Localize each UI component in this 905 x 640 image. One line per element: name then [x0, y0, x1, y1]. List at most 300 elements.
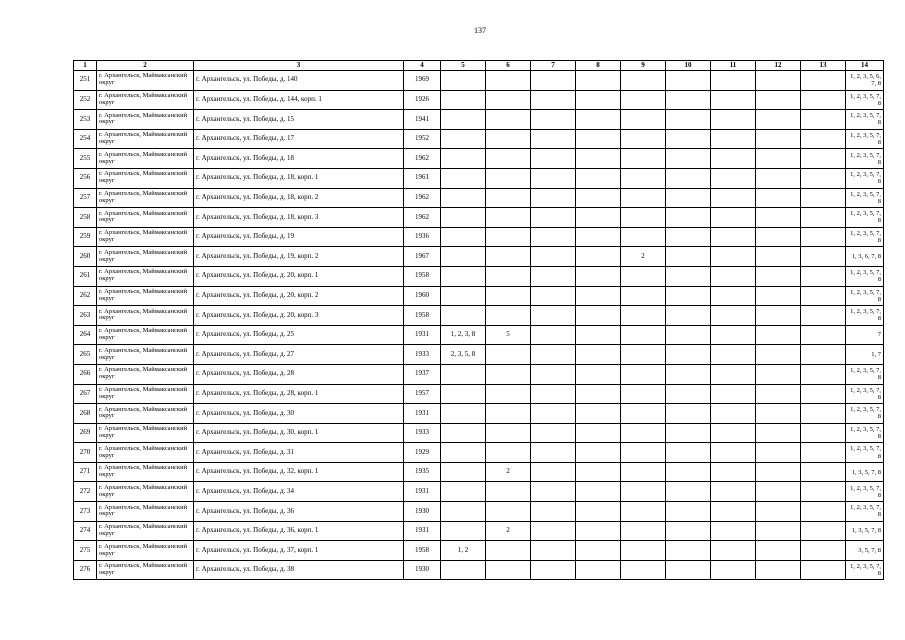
col-12-cell [756, 404, 801, 424]
col-9-cell [621, 149, 666, 169]
col-13-cell [801, 247, 846, 267]
col-8-cell [576, 168, 621, 188]
district-cell: г. Архангельск, Маймаксанский округ [97, 227, 194, 247]
col-11-cell [711, 168, 756, 188]
column-header-9: 9 [621, 61, 666, 71]
col-6-cell [486, 129, 531, 149]
row-number-cell: 275 [74, 541, 97, 561]
col-7-cell [531, 560, 576, 580]
col-8-cell [576, 364, 621, 384]
col-12-cell [756, 560, 801, 580]
row-number-cell: 266 [74, 364, 97, 384]
col-13-cell [801, 404, 846, 424]
address-cell: г. Архангельск, ул. Победы, д. 32, корп. 1 [194, 462, 404, 482]
col-10-cell [666, 560, 711, 580]
col-12-cell [756, 208, 801, 228]
col-12-cell [756, 345, 801, 365]
table-header [74, 61, 884, 71]
col-11-cell [711, 502, 756, 522]
col-8-cell [576, 443, 621, 463]
table-row [74, 149, 884, 169]
col-13-cell [801, 521, 846, 541]
col-10-cell [666, 404, 711, 424]
col-14-cell: 1, 2, 3, 5, 7, 8 [846, 404, 884, 424]
col-10-cell [666, 423, 711, 443]
col-6-cell [486, 247, 531, 267]
district-cell: г. Архангельск, Маймаксанский округ [97, 325, 194, 345]
col-11-cell [711, 345, 756, 365]
col-7-cell [531, 286, 576, 306]
row-number-cell: 259 [74, 227, 97, 247]
col-9-cell [621, 364, 666, 384]
col-14-cell: 1, 2, 3, 5, 7, 8 [846, 110, 884, 130]
district-cell: г. Архангельск, Маймаксанский округ [97, 306, 194, 326]
column-header-14: 14 [846, 61, 884, 71]
col-10-cell [666, 90, 711, 110]
col-10-cell [666, 521, 711, 541]
col-10-cell [666, 188, 711, 208]
col-5-cell [441, 443, 486, 463]
col-14-cell: 1, 2, 3, 5, 7, 8 [846, 227, 884, 247]
col-7-cell [531, 90, 576, 110]
col-12-cell [756, 482, 801, 502]
col-7-cell [531, 521, 576, 541]
col-12-cell [756, 384, 801, 404]
col-14-cell: 1, 2, 3, 5, 7, 8 [846, 384, 884, 404]
col-10-cell [666, 266, 711, 286]
col-13-cell [801, 286, 846, 306]
col-8-cell [576, 404, 621, 424]
col-6-cell [486, 423, 531, 443]
col-13-cell [801, 306, 846, 326]
table-row [74, 482, 884, 502]
col-14-cell: 1, 2, 3, 5, 7, 8 [846, 306, 884, 326]
col-12-cell [756, 443, 801, 463]
col-14-cell: 1, 3, 6, 7, 8 [846, 247, 884, 267]
year-cell: 1958 [404, 266, 441, 286]
col-8-cell [576, 502, 621, 522]
row-number-cell: 265 [74, 345, 97, 365]
col-8-cell [576, 521, 621, 541]
address-cell: г. Архангельск, ул. Победы, д. 15 [194, 110, 404, 130]
col-7-cell [531, 502, 576, 522]
page-number: 137 [474, 26, 486, 35]
address-cell: г. Архангельск, ул. Победы, д. 20, корп. 2 [194, 286, 404, 306]
col-8-cell [576, 266, 621, 286]
col-5-cell: 1, 2, 3, 8 [441, 325, 486, 345]
col-14-cell: 1, 2, 3, 5, 7, 8 [846, 266, 884, 286]
col-13-cell [801, 443, 846, 463]
column-header-4: 4 [404, 61, 441, 71]
district-cell: г. Архангельск, Маймаксанский округ [97, 168, 194, 188]
address-cell: г. Архангельск, ул. Победы, д. 36, корп. 1 [194, 521, 404, 541]
col-11-cell [711, 149, 756, 169]
col-6-cell [486, 188, 531, 208]
col-11-cell [711, 364, 756, 384]
col-5-cell [441, 384, 486, 404]
col-11-cell [711, 325, 756, 345]
col-8-cell [576, 110, 621, 130]
year-cell: 1961 [404, 168, 441, 188]
col-7-cell [531, 110, 576, 130]
col-9-cell [621, 90, 666, 110]
col-5-cell [441, 149, 486, 169]
col-14-cell: 1, 2, 3, 5, 6, 7, 8 [846, 71, 884, 91]
row-number-cell: 264 [74, 325, 97, 345]
col-12-cell [756, 325, 801, 345]
col-14-cell: 1, 2, 3, 5, 7, 8 [846, 482, 884, 502]
col-5-cell [441, 482, 486, 502]
address-cell: г. Архангельск, ул. Победы, д. 20, корп. 1 [194, 266, 404, 286]
table-row [74, 345, 884, 365]
col-6-cell [486, 227, 531, 247]
address-cell: г. Архангельск, ул. Победы, д. 144, корп. 1 [194, 90, 404, 110]
col-10-cell [666, 168, 711, 188]
col-9-cell [621, 345, 666, 365]
col-6-cell [486, 482, 531, 502]
col-14-cell: 1, 2, 3, 5, 7, 8 [846, 90, 884, 110]
col-14-cell: 7 [846, 325, 884, 345]
row-number-cell: 251 [74, 71, 97, 91]
row-number-cell: 261 [74, 266, 97, 286]
year-cell: 1929 [404, 443, 441, 463]
address-cell: г. Архангельск, ул. Победы, д. 18, корп. 3 [194, 208, 404, 228]
address-cell: г. Архангельск, ул. Победы, д. 38 [194, 560, 404, 580]
col-9-cell [621, 384, 666, 404]
row-number-cell: 254 [74, 129, 97, 149]
col-14-cell: 1, 2, 3, 5, 7, 8 [846, 423, 884, 443]
column-header-8: 8 [576, 61, 621, 71]
year-cell: 1962 [404, 188, 441, 208]
address-cell: г. Архангельск, ул. Победы, д. 37, корп. 1 [194, 541, 404, 561]
col-7-cell [531, 384, 576, 404]
col-6-cell [486, 306, 531, 326]
col-6-cell [486, 404, 531, 424]
col-9-cell [621, 404, 666, 424]
col-9-cell [621, 443, 666, 463]
col-11-cell [711, 188, 756, 208]
col-5-cell [441, 462, 486, 482]
col-5-cell [441, 110, 486, 130]
row-number-cell: 262 [74, 286, 97, 306]
col-5-cell [441, 266, 486, 286]
col-6-cell [486, 560, 531, 580]
col-9-cell: 2 [621, 247, 666, 267]
col-12-cell [756, 502, 801, 522]
district-cell: г. Архангельск, Маймаксанский округ [97, 443, 194, 463]
address-cell: г. Архангельск, ул. Победы, д. 28, корп. 1 [194, 384, 404, 404]
district-cell: г. Архангельск, Маймаксанский округ [97, 345, 194, 365]
table-row [74, 188, 884, 208]
col-6-cell: 2 [486, 462, 531, 482]
col-10-cell [666, 129, 711, 149]
table-row [74, 325, 884, 345]
col-14-cell: 1, 3, 5, 7, 8 [846, 521, 884, 541]
col-6-cell [486, 286, 531, 306]
col-7-cell [531, 129, 576, 149]
year-cell: 1935 [404, 462, 441, 482]
col-9-cell [621, 168, 666, 188]
col-7-cell [531, 443, 576, 463]
year-cell: 1930 [404, 502, 441, 522]
col-8-cell [576, 286, 621, 306]
district-cell: г. Архангельск, Маймаксанский округ [97, 423, 194, 443]
col-5-cell [441, 247, 486, 267]
row-number-cell: 274 [74, 521, 97, 541]
col-10-cell [666, 345, 711, 365]
table-row [74, 560, 884, 580]
col-11-cell [711, 384, 756, 404]
col-9-cell [621, 325, 666, 345]
col-10-cell [666, 325, 711, 345]
col-8-cell [576, 306, 621, 326]
table-row [74, 404, 884, 424]
year-cell: 1958 [404, 306, 441, 326]
col-7-cell [531, 71, 576, 91]
col-14-cell: 1, 2, 3, 5, 7, 8 [846, 208, 884, 228]
year-cell: 1941 [404, 110, 441, 130]
col-10-cell [666, 149, 711, 169]
district-cell: г. Архангельск, Маймаксанский округ [97, 404, 194, 424]
address-cell: г. Архангельск, ул. Победы, д. 34 [194, 482, 404, 502]
col-6-cell [486, 149, 531, 169]
row-number-cell: 260 [74, 247, 97, 267]
col-9-cell [621, 286, 666, 306]
col-14-cell: 1, 2, 3, 5, 7, 8 [846, 286, 884, 306]
col-5-cell [441, 227, 486, 247]
col-8-cell [576, 325, 621, 345]
col-5-cell [441, 71, 486, 91]
address-cell: г. Архангельск, ул. Победы, д. 18, корп. 2 [194, 188, 404, 208]
col-11-cell [711, 521, 756, 541]
col-6-cell [486, 345, 531, 365]
col-12-cell [756, 266, 801, 286]
col-8-cell [576, 423, 621, 443]
col-7-cell [531, 227, 576, 247]
year-cell: 1931 [404, 521, 441, 541]
address-cell: г. Архангельск, ул. Победы, д. 31 [194, 443, 404, 463]
col-12-cell [756, 168, 801, 188]
col-11-cell [711, 129, 756, 149]
col-8-cell [576, 71, 621, 91]
col-6-cell [486, 208, 531, 228]
col-10-cell [666, 286, 711, 306]
table-row [74, 129, 884, 149]
col-6-cell [486, 502, 531, 522]
table-row [74, 168, 884, 188]
col-9-cell [621, 129, 666, 149]
column-header-12: 12 [756, 61, 801, 71]
col-7-cell [531, 423, 576, 443]
col-8-cell [576, 227, 621, 247]
district-cell: г. Архангельск, Маймаксанский округ [97, 364, 194, 384]
col-5-cell [441, 306, 486, 326]
header-row [74, 61, 884, 71]
col-7-cell [531, 266, 576, 286]
row-number-cell: 270 [74, 443, 97, 463]
row-number-cell: 268 [74, 404, 97, 424]
col-14-cell: 3, 5, 7, 8 [846, 541, 884, 561]
row-number-cell: 257 [74, 188, 97, 208]
col-11-cell [711, 306, 756, 326]
col-9-cell [621, 208, 666, 228]
col-14-cell: 1, 2, 3, 5, 7, 8 [846, 188, 884, 208]
table-row [74, 423, 884, 443]
col-5-cell [441, 521, 486, 541]
col-10-cell [666, 482, 711, 502]
col-13-cell [801, 129, 846, 149]
col-5-cell [441, 168, 486, 188]
row-number-cell: 273 [74, 502, 97, 522]
col-7-cell [531, 208, 576, 228]
table-row [74, 286, 884, 306]
col-5-cell [441, 364, 486, 384]
col-13-cell [801, 168, 846, 188]
col-8-cell [576, 247, 621, 267]
col-9-cell [621, 482, 666, 502]
col-14-cell: 1, 2, 3, 5, 7, 8 [846, 168, 884, 188]
col-7-cell [531, 404, 576, 424]
col-11-cell [711, 71, 756, 91]
address-cell: г. Архангельск, ул. Победы, д. 140 [194, 71, 404, 91]
col-11-cell [711, 423, 756, 443]
col-9-cell [621, 227, 666, 247]
table-row [74, 443, 884, 463]
col-13-cell [801, 325, 846, 345]
col-7-cell [531, 364, 576, 384]
col-12-cell [756, 306, 801, 326]
col-6-cell [486, 364, 531, 384]
year-cell: 1931 [404, 404, 441, 424]
column-header-10: 10 [666, 61, 711, 71]
year-cell: 1967 [404, 247, 441, 267]
row-number-cell: 269 [74, 423, 97, 443]
col-9-cell [621, 188, 666, 208]
col-5-cell [441, 404, 486, 424]
address-cell: г. Архангельск, ул. Победы, д. 27 [194, 345, 404, 365]
table-row [74, 110, 884, 130]
year-cell: 1952 [404, 129, 441, 149]
col-10-cell [666, 443, 711, 463]
col-13-cell [801, 110, 846, 130]
year-cell: 1962 [404, 208, 441, 228]
col-13-cell [801, 266, 846, 286]
col-5-cell [441, 423, 486, 443]
col-14-cell: 1, 2, 3, 5, 7, 8 [846, 443, 884, 463]
col-10-cell [666, 502, 711, 522]
col-12-cell [756, 286, 801, 306]
col-12-cell [756, 541, 801, 561]
col-9-cell [621, 306, 666, 326]
address-cell: г. Архангельск, ул. Победы, д. 19 [194, 227, 404, 247]
col-10-cell [666, 227, 711, 247]
col-6-cell [486, 384, 531, 404]
col-13-cell [801, 502, 846, 522]
col-11-cell [711, 443, 756, 463]
col-8-cell [576, 129, 621, 149]
table-row [74, 502, 884, 522]
column-header-11: 11 [711, 61, 756, 71]
col-5-cell [441, 286, 486, 306]
col-5-cell: 2, 3, 5, 8 [441, 345, 486, 365]
col-13-cell [801, 188, 846, 208]
col-13-cell [801, 482, 846, 502]
district-cell: г. Архангельск, Маймаксанский округ [97, 384, 194, 404]
col-11-cell [711, 560, 756, 580]
district-cell: г. Архангельск, Маймаксанский округ [97, 110, 194, 130]
address-cell: г. Архангельск, ул. Победы, д. 25 [194, 325, 404, 345]
col-8-cell [576, 482, 621, 502]
year-cell: 1931 [404, 325, 441, 345]
col-8-cell [576, 208, 621, 228]
col-6-cell: 2 [486, 521, 531, 541]
address-cell: г. Архангельск, ул. Победы, д. 18, корп. 1 [194, 168, 404, 188]
col-9-cell [621, 560, 666, 580]
col-13-cell [801, 384, 846, 404]
district-cell: г. Архангельск, Маймаксанский округ [97, 560, 194, 580]
col-5-cell [441, 560, 486, 580]
year-cell: 1926 [404, 90, 441, 110]
col-9-cell [621, 521, 666, 541]
col-11-cell [711, 482, 756, 502]
col-6-cell [486, 541, 531, 561]
table-row [74, 306, 884, 326]
col-7-cell [531, 541, 576, 561]
table-row [74, 364, 884, 384]
col-8-cell [576, 90, 621, 110]
col-7-cell [531, 325, 576, 345]
year-cell: 1937 [404, 364, 441, 384]
col-8-cell [576, 541, 621, 561]
col-11-cell [711, 208, 756, 228]
district-cell: г. Архангельск, Маймаксанский округ [97, 129, 194, 149]
col-14-cell: 1, 2, 3, 5, 7, 8 [846, 149, 884, 169]
col-12-cell [756, 227, 801, 247]
year-cell: 1933 [404, 345, 441, 365]
col-11-cell [711, 286, 756, 306]
row-number-cell: 258 [74, 208, 97, 228]
col-12-cell [756, 188, 801, 208]
col-11-cell [711, 90, 756, 110]
col-14-cell: 1, 2, 3, 5, 7, 8 [846, 129, 884, 149]
col-13-cell [801, 462, 846, 482]
col-14-cell: 1, 2, 3, 5, 7, 8 [846, 364, 884, 384]
col-12-cell [756, 521, 801, 541]
district-cell: г. Архангельск, Маймаксанский округ [97, 541, 194, 561]
district-cell: г. Архангельск, Маймаксанский округ [97, 247, 194, 267]
row-number-cell: 271 [74, 462, 97, 482]
col-14-cell: 1, 2, 3, 5, 7, 8 [846, 502, 884, 522]
row-number-cell: 263 [74, 306, 97, 326]
table-row [74, 71, 884, 91]
col-14-cell: 1, 3, 5, 7, 8 [846, 462, 884, 482]
col-6-cell [486, 110, 531, 130]
address-cell: г. Архангельск, ул. Победы, д. 17 [194, 129, 404, 149]
col-8-cell [576, 188, 621, 208]
col-13-cell [801, 423, 846, 443]
year-cell: 1936 [404, 227, 441, 247]
column-header-13: 13 [801, 61, 846, 71]
district-cell: г. Архангельск, Маймаксанский округ [97, 521, 194, 541]
district-cell: г. Архангельск, Маймаксанский округ [97, 462, 194, 482]
col-6-cell [486, 90, 531, 110]
row-number-cell: 253 [74, 110, 97, 130]
row-number-cell: 272 [74, 482, 97, 502]
col-10-cell [666, 306, 711, 326]
col-7-cell [531, 247, 576, 267]
district-cell: г. Архангельск, Маймаксанский округ [97, 502, 194, 522]
col-12-cell [756, 423, 801, 443]
